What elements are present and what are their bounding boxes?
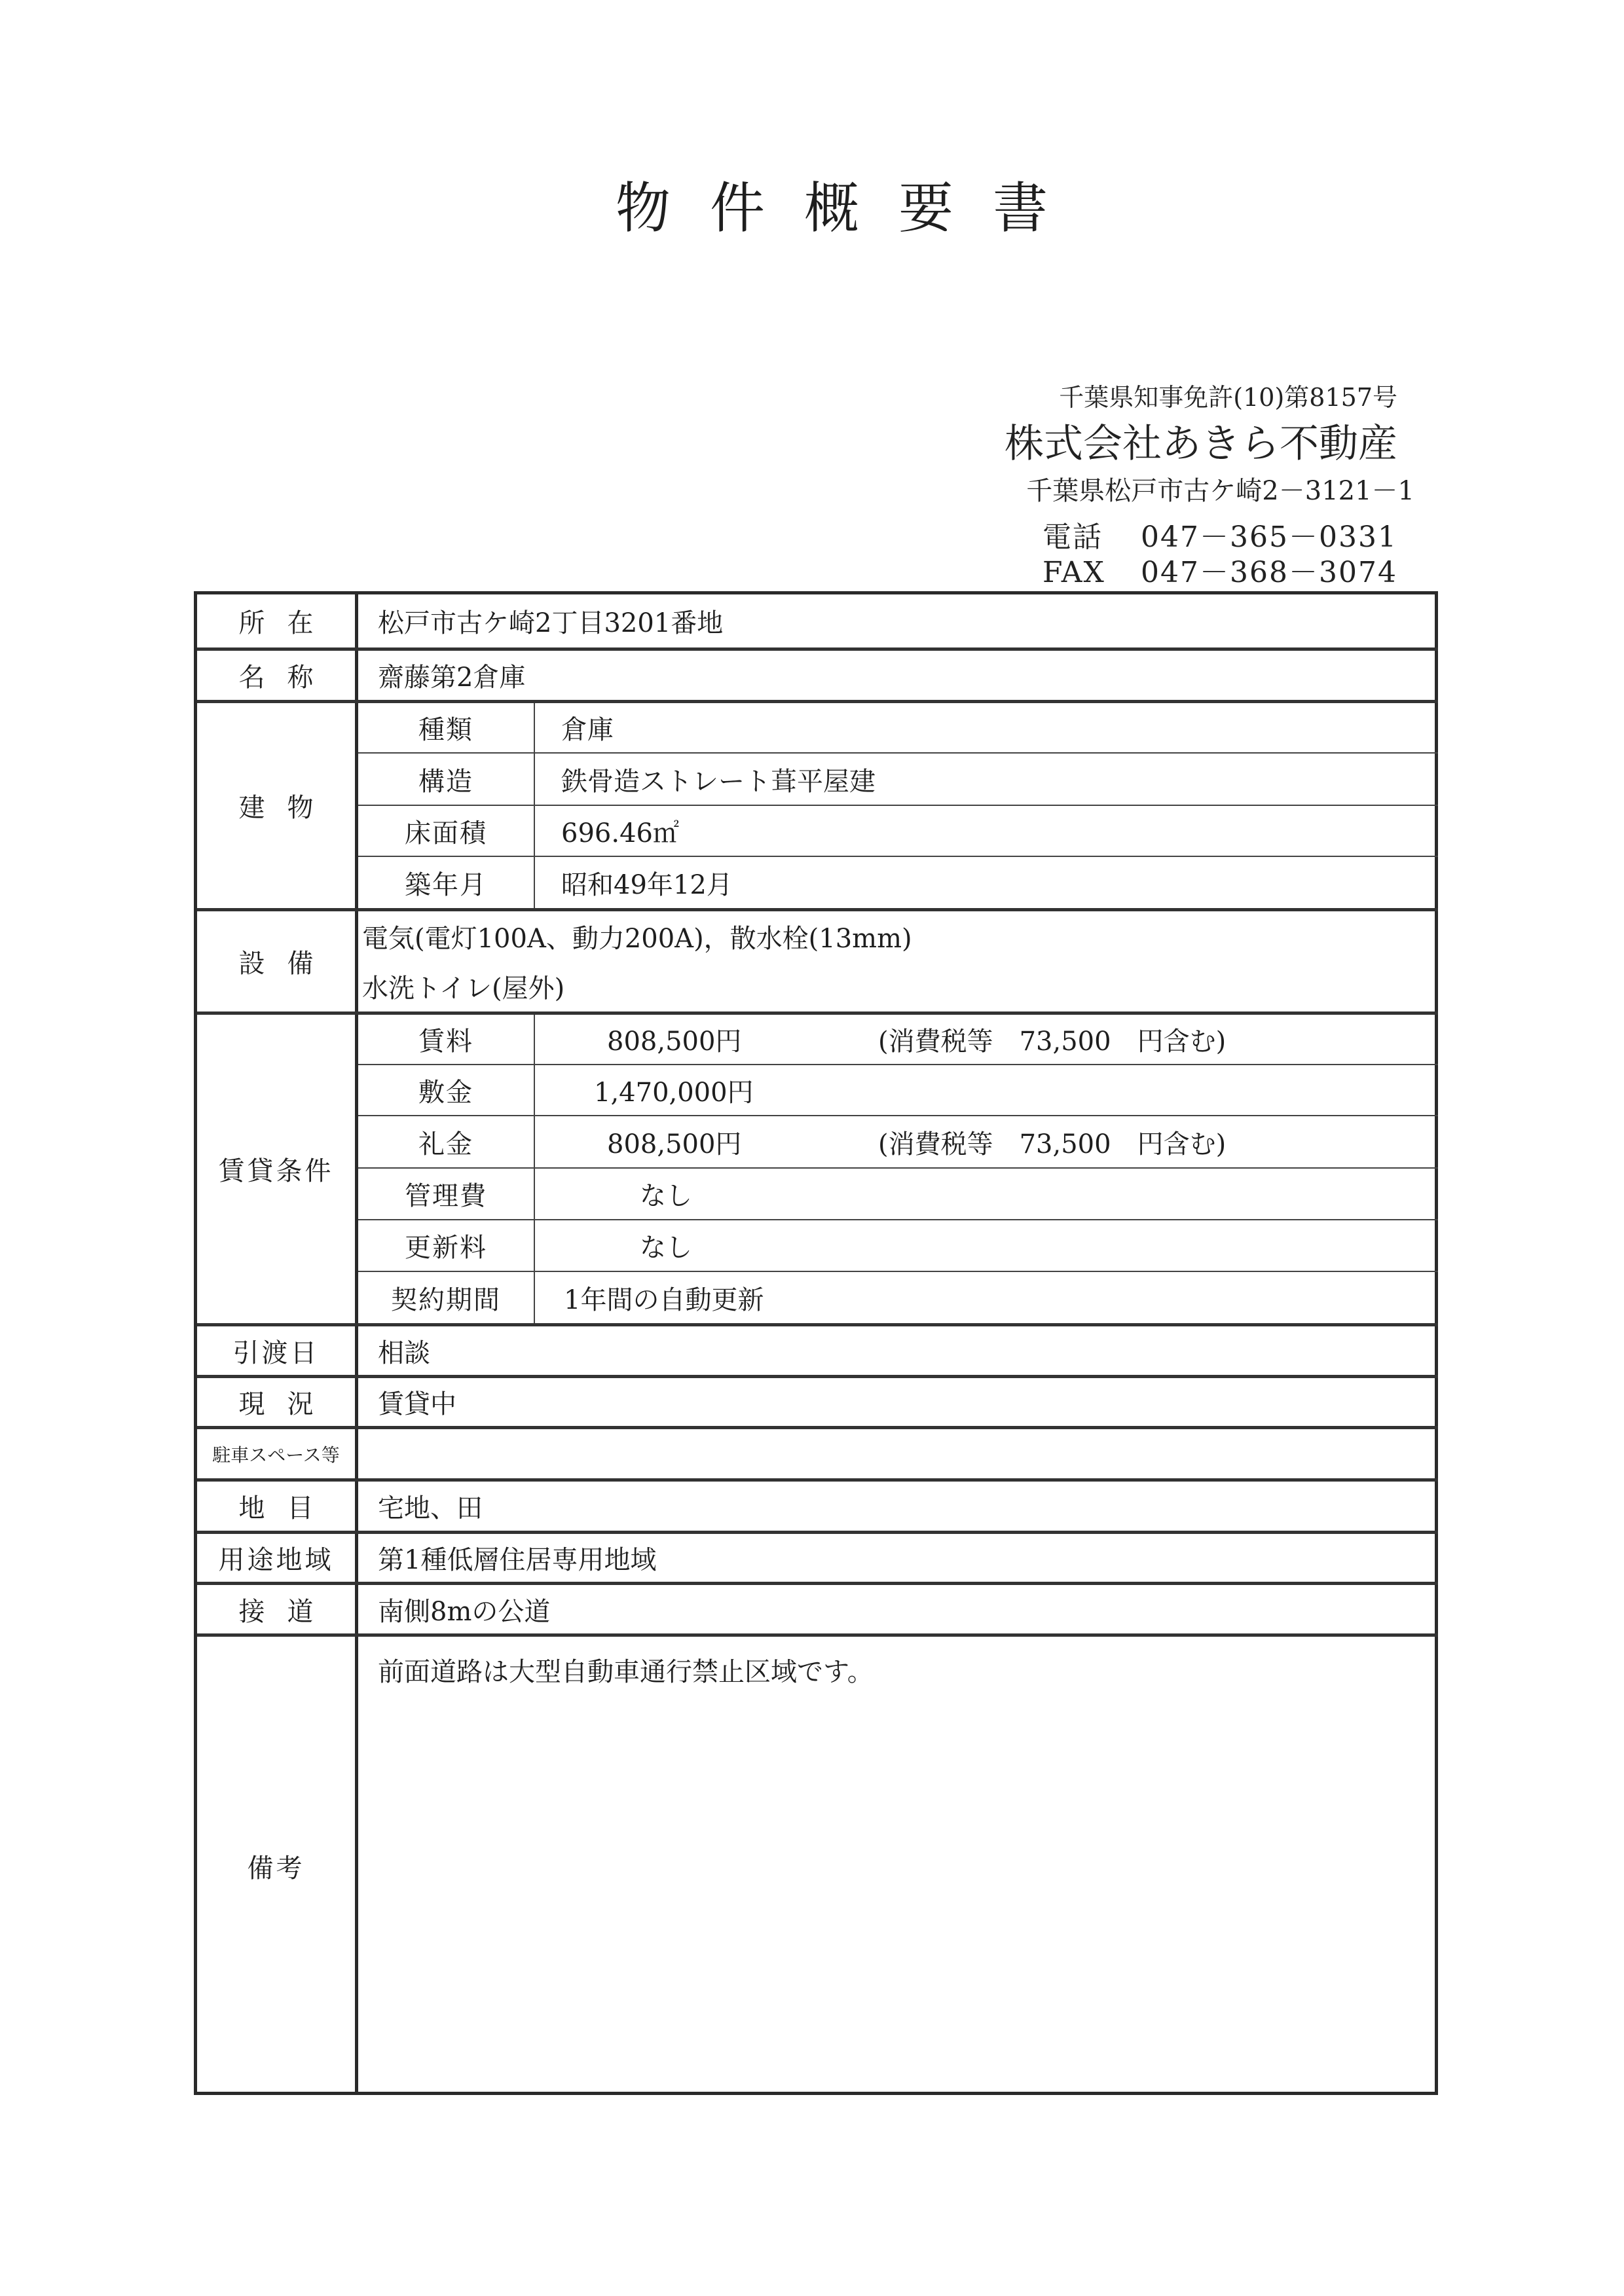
current-status-label: 現況 [238,1389,336,1419]
remarks-label: 備考 [247,1853,305,1884]
property-summary-table [194,591,1438,2095]
name-value: 齋藤第2倉庫 [378,663,526,693]
fax-number: 047－368－3074 [1141,556,1397,589]
built-date-label: 築年月 [405,869,487,900]
document-title: 物件概要書 [615,176,1087,240]
floor-area-value: 696.46㎡ [561,818,679,848]
equipment-line-2: 水洗トイレ(屋外) [362,974,565,1004]
key-money-label: 礼金 [418,1129,473,1159]
renewal-fee-label: 更新料 [405,1233,487,1263]
fax-label: FAX [1043,556,1105,589]
deposit-value-cell [535,1065,1438,1115]
lease-terms-label: 賃貸条件 [218,1156,334,1186]
management-fee-value: なし [640,1181,692,1211]
management-fee-label: 管理費 [405,1181,487,1211]
zoning-value: 第1種低層住居専用地域 [378,1545,657,1575]
land-category-value: 宅地、田 [378,1493,483,1523]
name-label: 名称 [238,663,336,693]
equipment-label: 設備 [238,949,336,979]
fax-line [1043,549,1397,591]
management-fee-value-cell [535,1169,1438,1219]
handover-label: 引渡日 [232,1338,320,1368]
floor-area-label: 床面積 [405,818,487,848]
remarks-value: 前面道路は大型自動車通行禁止区域です。 [378,1657,874,1687]
road-access-label: 接道 [238,1596,336,1627]
road-access-value: 南側8mの公道 [378,1596,551,1627]
rent-tax-note: (消費税等 73,500 円含む) [878,1027,1227,1057]
contract-period-label: 契約期間 [391,1285,501,1315]
contract-period-value: 1年間の自動更新 [564,1285,764,1315]
location-label: 所在 [238,608,336,638]
phone-label: 電話 [1043,520,1103,554]
built-date-value: 昭和49年12月 [561,869,733,900]
building-type-value: 倉庫 [561,715,614,745]
key-money-tax-note: (消費税等 73,500 円含む) [878,1129,1227,1159]
company-address: 千葉県松戸市古ケ崎2－3121－1 [1026,476,1414,506]
building-label: 建物 [238,793,336,823]
land-category-label: 地目 [238,1493,336,1523]
current-status-value: 賃貸中 [378,1389,456,1419]
license-number: 千葉県知事免許(10)第8157号 [1059,383,1397,412]
deposit-label: 敷金 [418,1077,473,1108]
rent-amount: 808,500円 [607,1027,742,1057]
structure-label: 構造 [418,766,473,797]
structure-value: 鉄骨造ストレート葺平屋建 [561,766,876,797]
key-money-amount: 808,500円 [607,1129,742,1159]
phone-number: 047－365－0331 [1141,520,1397,554]
rent-value-cell [535,1015,1438,1064]
parking-value [358,1429,1438,1478]
location-value: 松戸市古ケ崎2丁目3201番地 [378,608,724,638]
zoning-label: 用途地域 [218,1545,334,1575]
contract-period-value-cell [535,1272,1438,1323]
renewal-fee-value-cell [535,1220,1438,1271]
equipment-value [358,911,1438,1011]
company-name: 株式会社あきら不動産 [1005,421,1397,467]
deposit-amount: 1,470,000円 [594,1077,754,1108]
parking-label: 駐車スペース等 [212,1444,340,1466]
key-money-value-cell [535,1116,1438,1167]
rent-label: 賃料 [418,1027,473,1057]
renewal-fee-value: なし [640,1233,692,1263]
equipment-line-1: 電気(電灯100A、動力200A)，散水栓(13mm) [362,923,912,954]
handover-value: 相談 [378,1338,430,1368]
building-type-label: 種類 [418,715,473,745]
